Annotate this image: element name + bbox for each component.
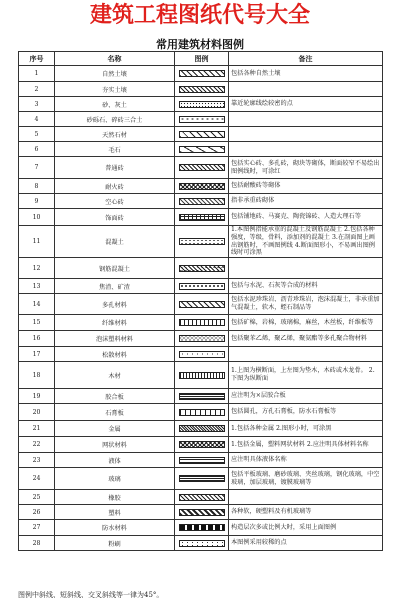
- table-row: [19, 389, 383, 404]
- table-row: [19, 112, 383, 127]
- compacted-soil-hatch-icon: [179, 86, 225, 93]
- material-name: 石膏板: [55, 404, 175, 421]
- row-number: 8: [19, 179, 55, 194]
- row-number: 15: [19, 315, 55, 331]
- material-remarks: 包括耐酸砖等砌体: [229, 179, 383, 194]
- row-number: 17: [19, 347, 55, 362]
- table-row: [19, 404, 383, 421]
- material-remarks: 应注明为×层胶合板: [229, 389, 383, 404]
- page-banner-title: 建筑工程图纸代号大全: [89, 3, 310, 28]
- legend-cell: [175, 362, 229, 389]
- glass-icon: [179, 475, 225, 482]
- table-row: [19, 294, 383, 315]
- material-remarks: 1.本图例指能承重的混凝土及钢筋混凝土 2.包括各种强度，等级，骨料，添加剂的混凝土 3.在剖面图上画出钢筋时，不画图例线 4.断面图形小，不易画出图例线时可涂黑: [229, 226, 383, 258]
- material-name: 粉刷: [55, 536, 175, 551]
- footer-note: 图例中斜线、短斜线、交叉斜线等一律为45°。: [18, 591, 164, 599]
- row-number: 10: [19, 209, 55, 226]
- legend-cell: [175, 505, 229, 520]
- row-number: 14: [19, 294, 55, 315]
- facing-tile-grid-icon: [179, 214, 225, 221]
- row-number: 23: [19, 453, 55, 468]
- row-number: 26: [19, 505, 55, 520]
- plaster-dots-icon: [179, 540, 225, 547]
- material-remarks: [229, 347, 383, 362]
- row-number: 18: [19, 362, 55, 389]
- legend-cell: [175, 97, 229, 112]
- material-name: 纤维材料: [55, 315, 175, 331]
- table-row: [19, 468, 383, 490]
- table-row: [19, 315, 383, 331]
- material-remarks: [229, 258, 383, 279]
- legend-cell: [175, 258, 229, 279]
- rubber-icon: [179, 494, 225, 501]
- row-number: 13: [19, 279, 55, 294]
- row-number: 16: [19, 331, 55, 347]
- header-number: 序号: [19, 52, 55, 66]
- row-number: 2: [19, 82, 55, 97]
- material-name: 混凝土: [55, 226, 175, 258]
- material-name: 天然石材: [55, 127, 175, 142]
- material-remarks: [229, 112, 383, 127]
- table-row: [19, 127, 383, 142]
- row-number: 21: [19, 421, 55, 437]
- header-name: 名称: [55, 52, 175, 66]
- table-row: [19, 66, 383, 82]
- material-remarks: 靠近轮廓线绘较密的点: [229, 97, 383, 112]
- legend-cell: [175, 66, 229, 82]
- legend-cell: [175, 315, 229, 331]
- material-remarks: [229, 127, 383, 142]
- liquid-icon: [179, 457, 225, 464]
- legend-sheet: [8, 34, 392, 608]
- material-remarks: 包括各种自然土壤: [229, 66, 383, 82]
- row-number: 5: [19, 127, 55, 142]
- foam-plastic-icon: [179, 335, 225, 342]
- timber-icon: [179, 372, 225, 379]
- legend-cell: [175, 490, 229, 505]
- porous-material-icon: [179, 301, 225, 308]
- legend-cell: [175, 112, 229, 127]
- legend-cell: [175, 468, 229, 490]
- row-number: 12: [19, 258, 55, 279]
- table-row: [19, 421, 383, 437]
- material-remarks: 本图例采用较稀的点: [229, 536, 383, 551]
- sand-dots-icon: [179, 101, 225, 108]
- row-number: 27: [19, 520, 55, 536]
- table-row: [19, 82, 383, 97]
- row-number: 19: [19, 389, 55, 404]
- gravel-triangles-icon: [179, 116, 225, 123]
- material-name: 松散材料: [55, 347, 175, 362]
- material-name: 砂砾石、碎砖三合土: [55, 112, 175, 127]
- table-header-row: [19, 52, 383, 66]
- legend-cell: [175, 453, 229, 468]
- legend-cell: [175, 536, 229, 551]
- material-name: 网状材料: [55, 437, 175, 453]
- legend-cell: [175, 294, 229, 315]
- material-remarks: 包括圆孔，方孔石膏板，防水石膏板等: [229, 404, 383, 421]
- material-name: 泡沫塑料材料: [55, 331, 175, 347]
- row-number: 4: [19, 112, 55, 127]
- material-name: 砂、灰土: [55, 97, 175, 112]
- material-remarks: 应注明具体液体名称: [229, 453, 383, 468]
- material-name: 焦渣、矿渣: [55, 279, 175, 294]
- legend-cell: [175, 226, 229, 258]
- material-name: 饰面砖: [55, 209, 175, 226]
- table-row: [19, 331, 383, 347]
- legend-cell: [175, 347, 229, 362]
- table-row: [19, 362, 383, 389]
- row-number: 20: [19, 404, 55, 421]
- material-remarks: [229, 490, 383, 505]
- legend-cell: [175, 331, 229, 347]
- table-row: [19, 279, 383, 294]
- table-row: [19, 258, 383, 279]
- plastic-icon: [179, 509, 225, 516]
- table-row: [19, 179, 383, 194]
- table-row: [19, 490, 383, 505]
- header-remarks: 备注: [229, 52, 383, 66]
- material-remarks: 各种软，硬塑料及有机玻璃等: [229, 505, 383, 520]
- row-number: 25: [19, 490, 55, 505]
- mesh-material-icon: [179, 441, 225, 448]
- metal-icon: [179, 425, 225, 432]
- material-name: 空心砖: [55, 194, 175, 209]
- table-row: [19, 536, 383, 551]
- row-number: 9: [19, 194, 55, 209]
- legend-cell: [175, 520, 229, 536]
- material-remarks: 包括铺地砖、马赛克、陶瓷锦砖、人造大理石等: [229, 209, 383, 226]
- plywood-icon: [179, 393, 225, 400]
- row-number: 24: [19, 468, 55, 490]
- legend-cell: [175, 404, 229, 421]
- concrete-icon: [179, 238, 225, 245]
- material-name: 橡胶: [55, 490, 175, 505]
- gypsum-board-icon: [179, 409, 225, 416]
- material-name: 钢筋混凝土: [55, 258, 175, 279]
- material-remarks: 1.包括各种金属 2.图形小时，可涂黑: [229, 421, 383, 437]
- material-name: 木材: [55, 362, 175, 389]
- legend-cell: [175, 209, 229, 226]
- material-name: 金属: [55, 421, 175, 437]
- materials-legend-table: [18, 51, 383, 551]
- row-number: 6: [19, 142, 55, 157]
- material-name: 胶合板: [55, 389, 175, 404]
- material-remarks: [229, 142, 383, 157]
- legend-cell: [175, 179, 229, 194]
- document-title: 常用建筑材料图例: [156, 38, 244, 51]
- material-remarks: 1.上图为横断面，上左图为垫木，木砖或木龙骨。 2.下图为纵断面: [229, 362, 383, 389]
- legend-cell: [175, 157, 229, 179]
- material-name: 多孔材料: [55, 294, 175, 315]
- row-number: 28: [19, 536, 55, 551]
- material-name: 毛石: [55, 142, 175, 157]
- legend-cell: [175, 82, 229, 97]
- material-remarks: 包括水泥珍珠岩、沥青珍珠岩，泡沫混凝土，非承重加气混凝土，软木，蛭石制品等: [229, 294, 383, 315]
- table-row: [19, 157, 383, 179]
- table-row: [19, 520, 383, 536]
- rubble-stone-icon: [179, 146, 225, 153]
- hollow-brick-icon: [179, 198, 225, 205]
- legend-cell: [175, 389, 229, 404]
- material-name: 普通砖: [55, 157, 175, 179]
- table-row: [19, 97, 383, 112]
- loose-material-icon: [179, 351, 225, 358]
- material-remarks: [229, 82, 383, 97]
- fiber-material-icon: [179, 319, 225, 326]
- table-row: [19, 209, 383, 226]
- table-row: [19, 437, 383, 453]
- waterproof-material-icon: [179, 524, 225, 531]
- legend-cell: [175, 437, 229, 453]
- slag-icon: [179, 283, 225, 290]
- material-remarks: 包括实心砖、多孔砖，砌块等砌体，断面较窄不易绘出图例线时，可涂红: [229, 157, 383, 179]
- material-name: 耐火砖: [55, 179, 175, 194]
- legend-cell: [175, 194, 229, 209]
- row-number: 7: [19, 157, 55, 179]
- table-row: [19, 226, 383, 258]
- reinforced-concrete-icon: [179, 265, 225, 272]
- table-row: [19, 142, 383, 157]
- legend-cell: [175, 127, 229, 142]
- table-row: [19, 347, 383, 362]
- natural-stone-hatch-icon: [179, 131, 225, 138]
- material-name: 玻璃: [55, 468, 175, 490]
- row-number: 22: [19, 437, 55, 453]
- row-number: 1: [19, 66, 55, 82]
- legend-cell: [175, 279, 229, 294]
- material-remarks: 指非承重砖砌体: [229, 194, 383, 209]
- material-remarks: 构造层次多或比例大时，采用上面图例: [229, 520, 383, 536]
- material-name: 塑料: [55, 505, 175, 520]
- material-remarks: 包括平板玻璃、磨砂玻璃、夹丝玻璃，钢化玻璃，中空玻璃，加层玻璃，镀膜玻璃等: [229, 468, 383, 490]
- material-remarks: 包括矿棉，岩棉，玻璃棉，麻丝，木丝板，纤维板等: [229, 315, 383, 331]
- header-legend: 图例: [175, 52, 229, 66]
- material-remarks: 包括与水泥、石灰等合成的材料: [229, 279, 383, 294]
- material-name: 防水材料: [55, 520, 175, 536]
- table-row: [19, 505, 383, 520]
- common-brick-hatch-icon: [179, 164, 225, 171]
- material-remarks: 1.包括金属，塑料网状材料 2.应注明具体材料名称: [229, 437, 383, 453]
- material-name: 液体: [55, 453, 175, 468]
- table-row: [19, 194, 383, 209]
- legend-cell: [175, 142, 229, 157]
- material-name: 自然土壤: [55, 66, 175, 82]
- table-row: [19, 453, 383, 468]
- material-remarks: 包括聚苯乙烯，聚乙烯，聚氨酯等多孔聚合物材料: [229, 331, 383, 347]
- row-number: 11: [19, 226, 55, 258]
- natural-soil-hatch-icon: [179, 70, 225, 77]
- material-name: 夯实土壤: [55, 82, 175, 97]
- legend-cell: [175, 421, 229, 437]
- firebrick-crosshatch-icon: [179, 183, 225, 190]
- row-number: 3: [19, 97, 55, 112]
